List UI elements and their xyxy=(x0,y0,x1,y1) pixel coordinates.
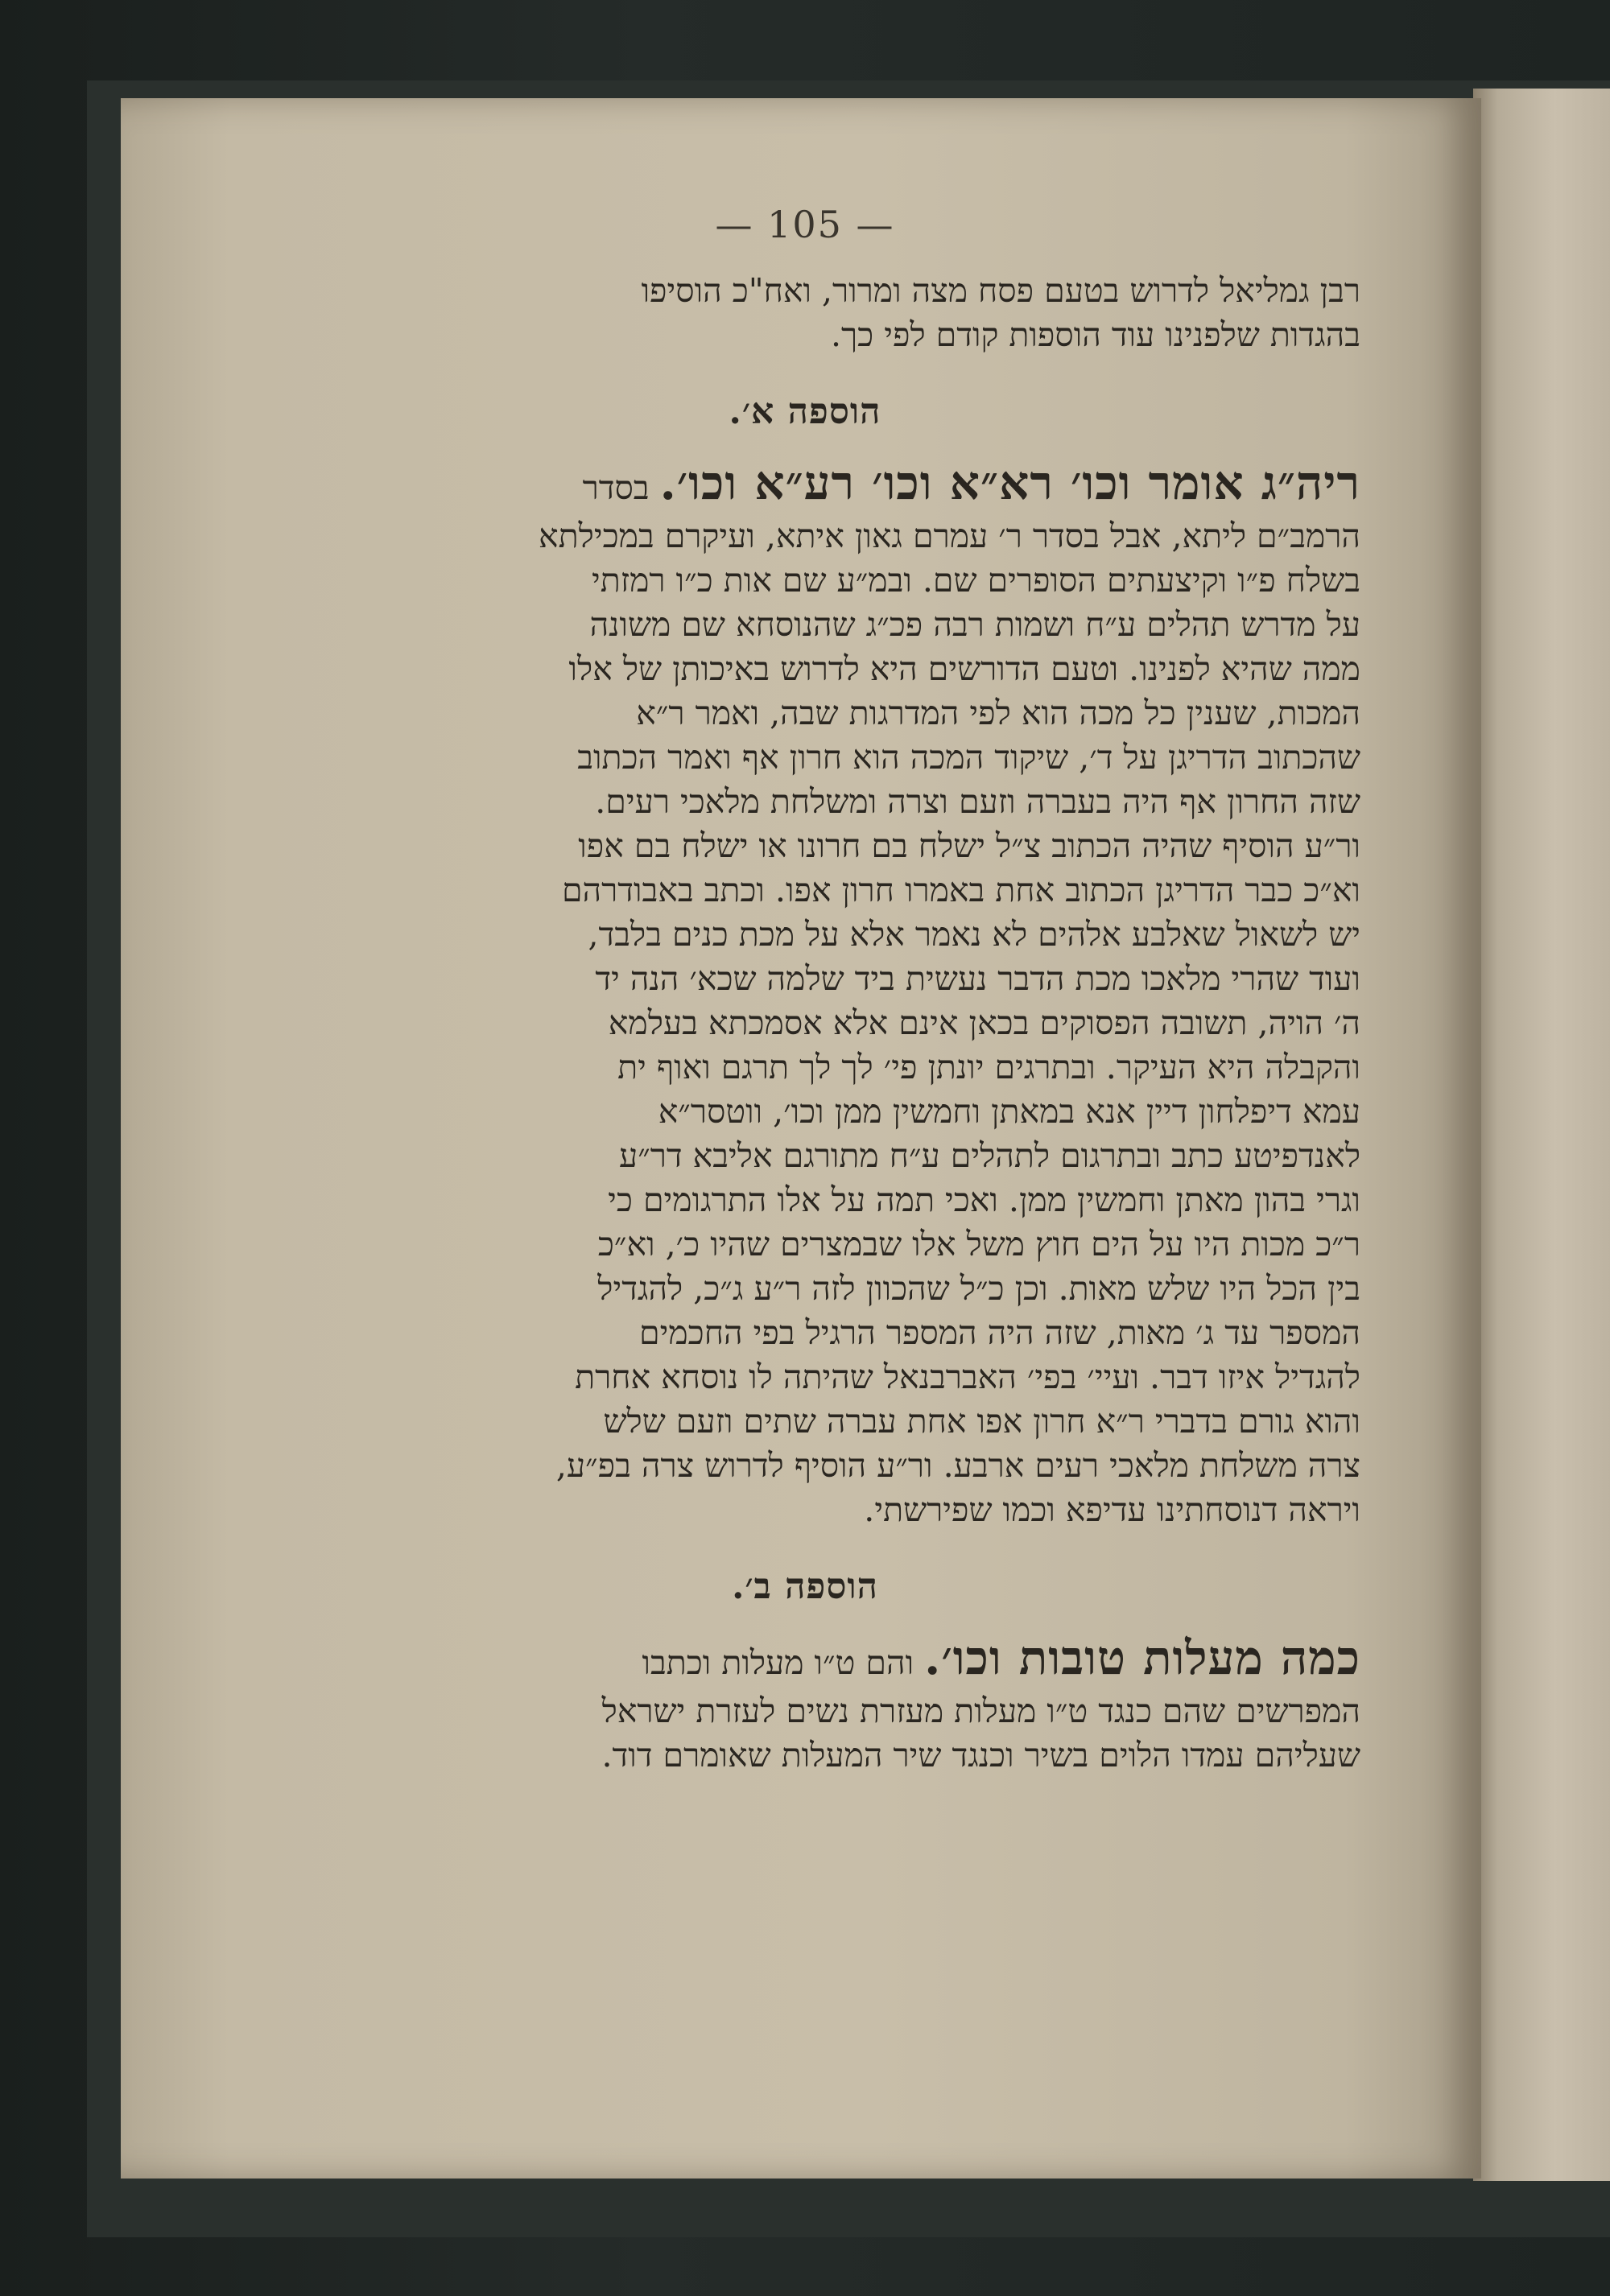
text-line: וגרי בהון מאתן וחמשין ממן. ואכי תמה על אלו התרגומים כי xyxy=(608,1181,1360,1219)
text-line: המספר עד ג׳ מאות, שזה היה המספר הרגיל בפי החכמים xyxy=(639,1313,1360,1352)
text-line: שהכתוב הדריגן על ד׳, שיקוד המכה הוא חרון אף ואמר הכתוב xyxy=(577,738,1360,777)
text-line: המפרשים שהם כנגד ט״ו מעלות מעזרת נשים לעזרת ישראל xyxy=(601,1692,1360,1730)
text-line: ור״ע הוסיף שהיה הכתוב צ״ל ישלח בם חרונו או ישלח בם אפו xyxy=(578,826,1360,865)
addendum-b-heading: הוספה ב׳. xyxy=(732,1566,878,1607)
page-text xyxy=(250,203,1360,1778)
text-line: ה׳ הויה, תשובה הפסוקים בכאן אינם אלא אסמכתא בעלמא xyxy=(608,1004,1360,1042)
text-line: הרמב״ם ליתא, אבל בסדר ר׳ עמרם גאון איתא, ועיקרם במכילתא xyxy=(539,517,1360,555)
lead-continuation: והם ט״ו מעלות וכתבו xyxy=(642,1643,914,1682)
text-line: והוא גורם בדברי ר״א חרון אפו אחת עברה שתים וזעם שלש xyxy=(603,1402,1360,1441)
text-line: וא״כ כבר הדריגן הכתוב אחת באמרו חרון אפו. וכתב באבודרהם xyxy=(561,871,1360,909)
text-line: שעליהם עמדו הלוים בשיר וכנגד שיר המעלות שאומרם דוד. xyxy=(601,1736,1360,1775)
text-line: בשלח פ״ו וקיצעתים הסופרים שם. ובמ״ע שם אות כ״ו רמזתי xyxy=(591,561,1360,600)
text-line: ר״כ מכות היו על הים חוץ משל אלו שבמצרים שהיו כ׳, וא״כ xyxy=(597,1225,1360,1263)
facing-page-edge xyxy=(1473,89,1610,2181)
text-line: המכות, שענין כל מכה הוא לפי המדרגות שבה, ואמר ר״א xyxy=(636,694,1360,732)
lead-phrase: כמה מעלות טובות וכו׳. xyxy=(924,1631,1360,1685)
addendum-b-paragraph xyxy=(250,1631,1360,1778)
intro-paragraph xyxy=(250,269,1360,357)
text-line: בהגדות שלפנינו עוד הוספות קודם לפי כך. xyxy=(830,315,1360,354)
text-line: והקבלה היא העיקר. ובתרגים יונתן פי׳ לך לך תרגם ואוף ית xyxy=(617,1048,1360,1086)
lead-phrase: ריה״ג אומר וכו׳ רא״א וכו׳ רע״א וכו׳. xyxy=(659,456,1360,510)
lead-line xyxy=(250,456,1360,514)
text-line: יש לשאול שאלבע אלהים לא נאמר אלא על מכת כנים בלבד, xyxy=(588,915,1360,954)
text-line: על מדרש תהלים ע״ח ושמות רבה פכ״ג שהנוסחא שם משונה xyxy=(589,605,1360,644)
lead-line xyxy=(250,1631,1360,1689)
text-line: לאנדפיטע כתב ובתרגום לתהלים ע״ח מתורגם אליבא דר״ע xyxy=(619,1136,1360,1175)
text-line: צרה משלחת מלאכי רעים ארבע. ור״ע הוסיף לדרוש צרה בפ״ע, xyxy=(555,1446,1360,1485)
text-line: ועוד שהרי מלאכו מכת הדבר נעשית ביד שלמה שכא׳ הנה יד xyxy=(595,959,1360,998)
text-line: ממה שהיא לפנינו. וטעם הדורשים היא לדרוש באיכותן של אלו xyxy=(568,649,1360,688)
book-page xyxy=(121,98,1481,2179)
text-line: בין הכל היו שלש מאות. וכן כ״ל שהכוון לזה ר״ע ג״כ, להגדיל xyxy=(597,1269,1360,1308)
text-line: ויראה דנוסחתינו עדיפא וכמו שפירשתי. xyxy=(864,1490,1360,1529)
addendum-a-paragraph xyxy=(250,456,1360,1532)
text-line: שזה החרון אף היה בעברה וזעם וצרה ומשלחת מלאכי רעים. xyxy=(595,782,1360,821)
lead-continuation: בסדר xyxy=(582,468,650,507)
addendum-a-heading: הוספה א׳. xyxy=(729,391,881,432)
page-number: — 105 — xyxy=(715,203,895,246)
text-line: רבן גמליאל לדרוש בטעם פסח מצה ומרור, ואח"כ הוסיפו xyxy=(641,271,1360,310)
text-line: להגדיל איזו דבר. ועיי׳ בפי׳ האברבנאל שהיתה לו נוסחא אחרת xyxy=(575,1358,1360,1396)
text-line: עמא דיפלחון דיין אנא במאתן וחמשין ממן וכו׳, ווטסר״א xyxy=(658,1092,1360,1131)
